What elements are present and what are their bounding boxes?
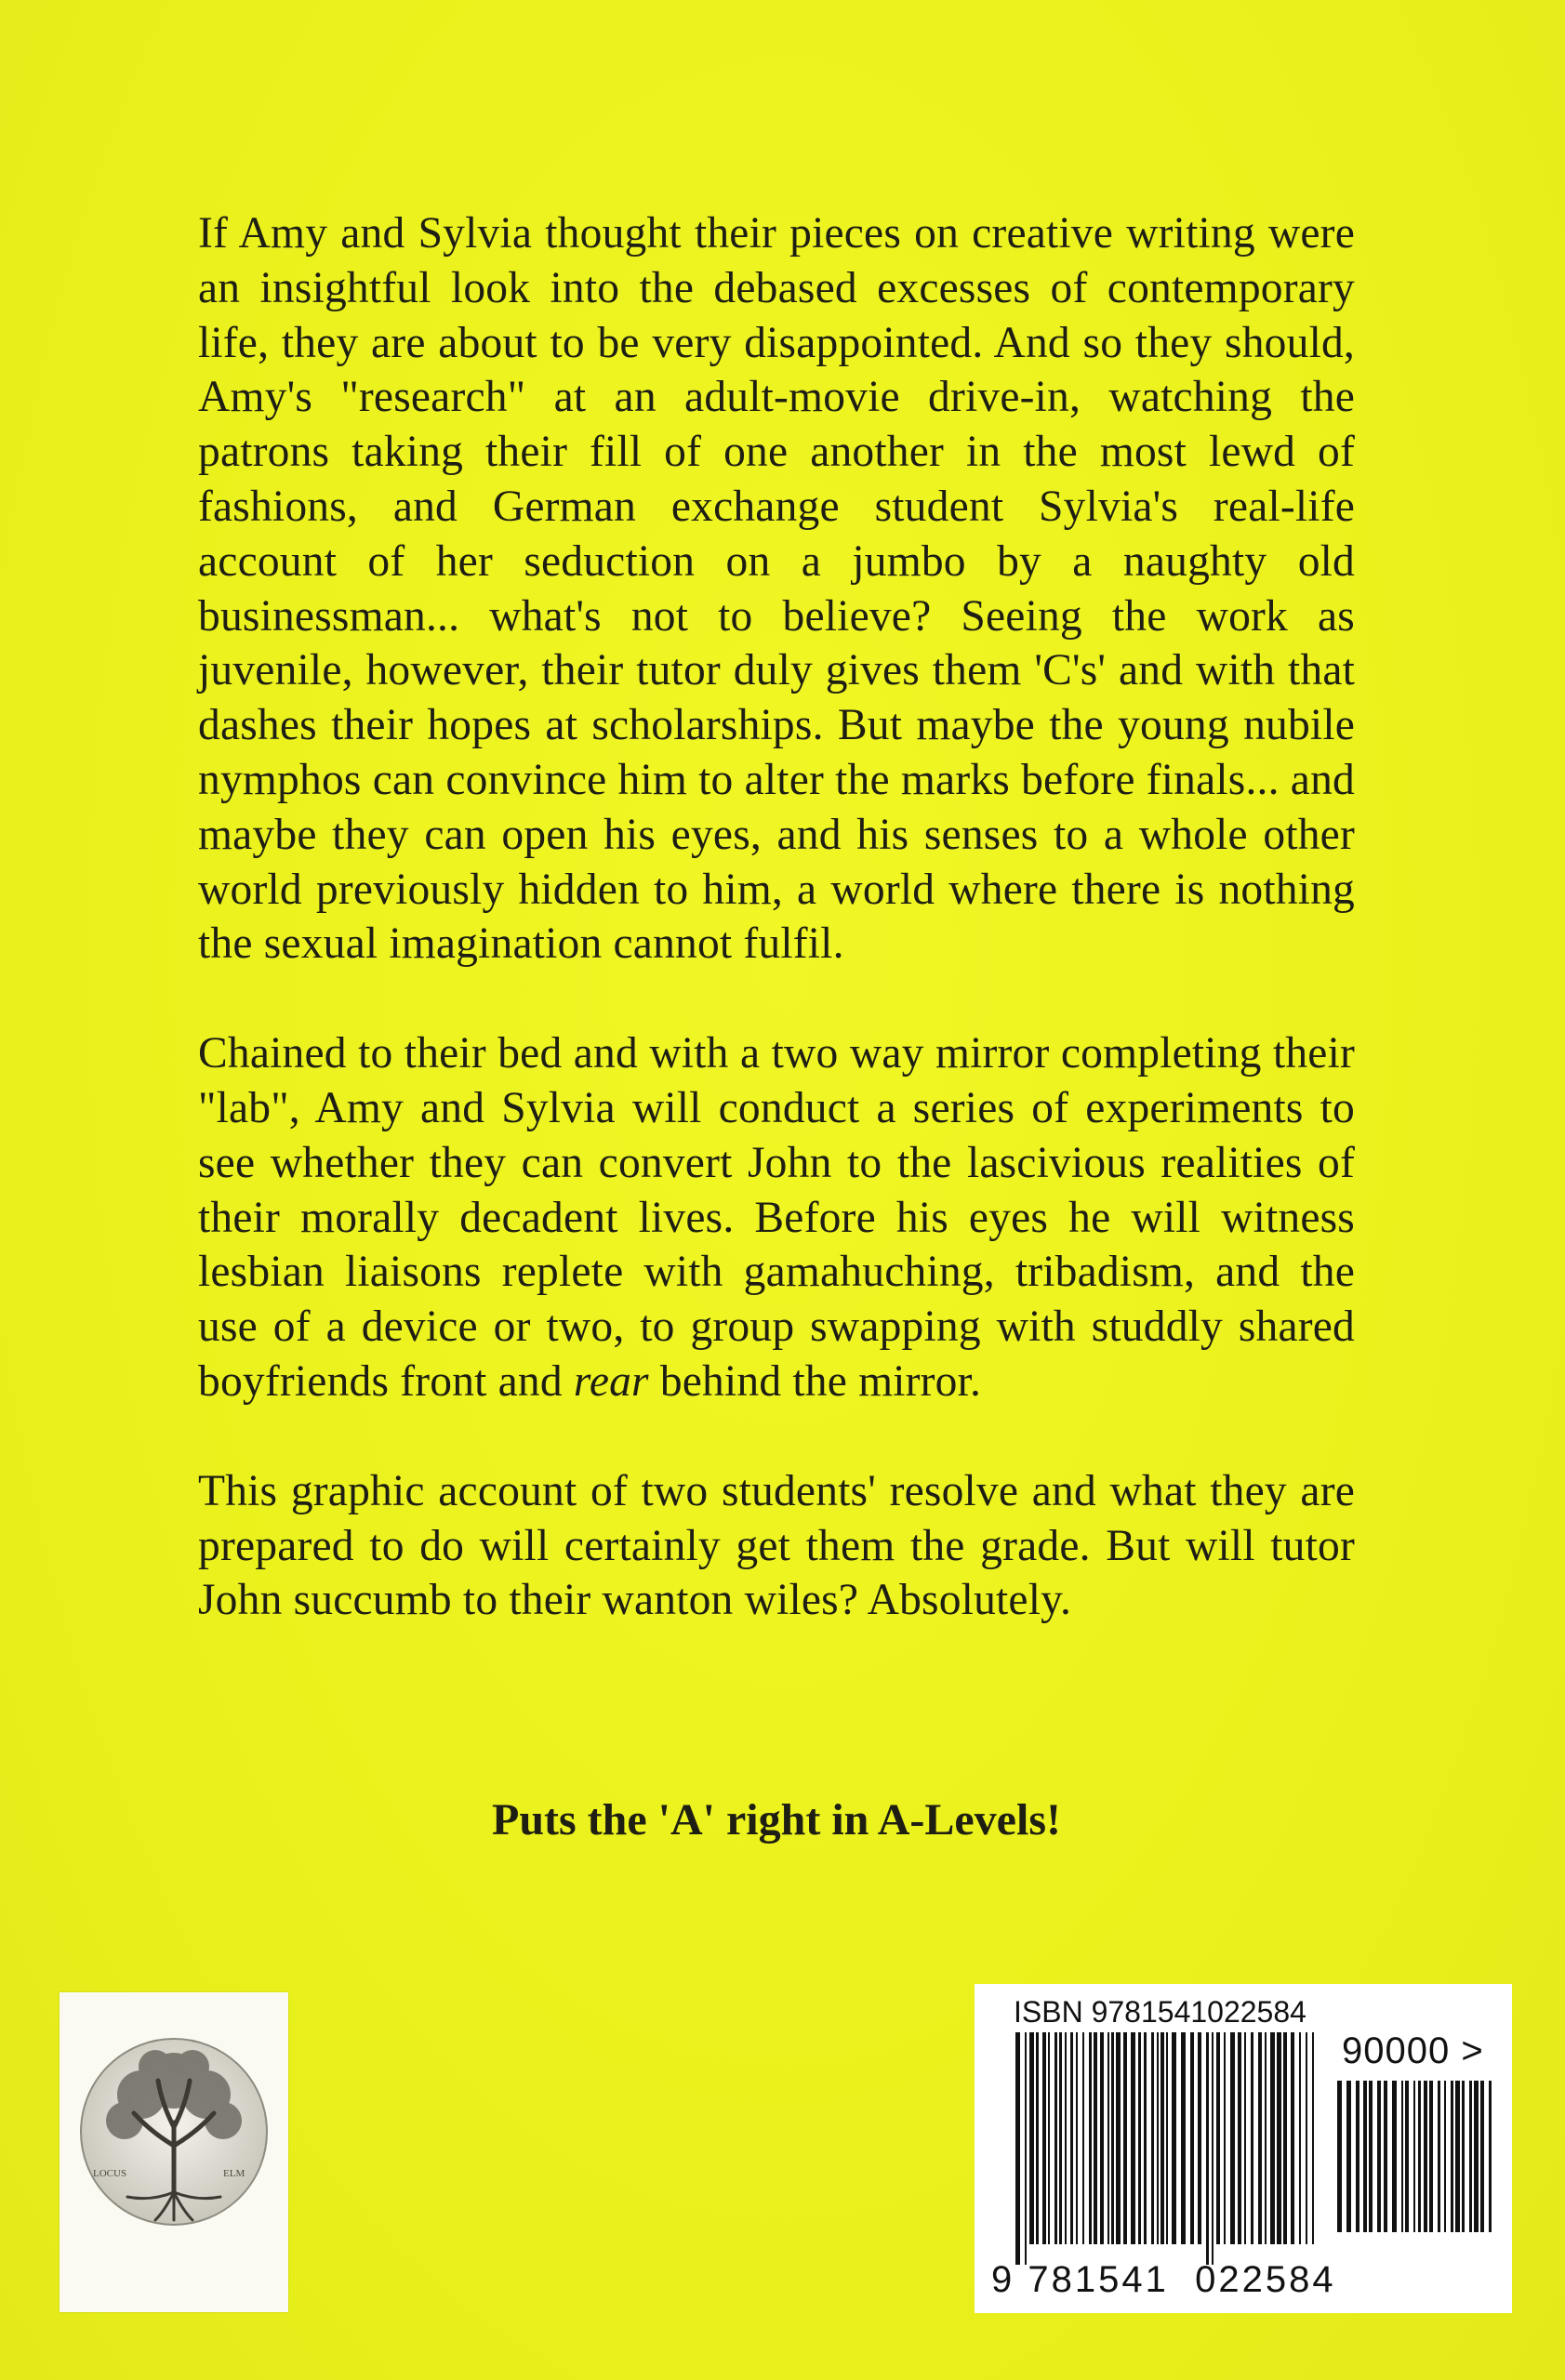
barcode-bar (1299, 2032, 1301, 2244)
barcode-bar (1224, 2032, 1226, 2244)
barcode-digits (991, 2259, 1336, 2301)
barcode-bar (1444, 2081, 1446, 2232)
barcode-bar (1291, 2032, 1294, 2244)
blurb-text (198, 206, 1355, 1628)
barcode-bar (1413, 2081, 1415, 2232)
isbn-barcode (975, 1984, 1512, 2313)
blurb-paragraph-2-main: Chained to their bed and with a two way mirror completing their "lab", Amy and Sylvia will conduct a series of experiments to see whether they can convert John to the lascivious realities of their morally decadent lives. Before his eyes he will witness lesbian liaisons replete with gamahuching, tribadism, and the use of a device or two, to group swapping with studdly shared boyfriends front and (198, 1029, 1355, 1406)
barcode-bar (1190, 2032, 1194, 2244)
barcode-bar (1405, 2081, 1409, 2232)
barcode-bars (1015, 2032, 1322, 2265)
barcode-bar (1144, 2032, 1147, 2244)
barcode-bar (1277, 2032, 1281, 2244)
barcode-bar (1172, 2032, 1176, 2244)
barcode-bar (1107, 2032, 1109, 2244)
barcode-bar (1100, 2032, 1104, 2244)
barcode-bar (1166, 2032, 1168, 2244)
barcode-bar (1377, 2081, 1381, 2232)
barcode-bar (1054, 2032, 1057, 2244)
barcode-bar (1111, 2032, 1114, 2244)
barcode-bar (1438, 2081, 1440, 2232)
barcode-digit-group-2: 022584 (1195, 2259, 1336, 2300)
isbn-label: ISBN 9781541022584 (1014, 1995, 1306, 2029)
barcode-bar (1283, 2032, 1287, 2244)
barcode-bar (1480, 2081, 1484, 2232)
barcode-bar (1131, 2032, 1135, 2244)
barcode-bar (1451, 2081, 1453, 2232)
barcode-bar (1094, 2032, 1097, 2244)
barcode-bar (1065, 2032, 1067, 2244)
barcode-bar (1076, 2032, 1078, 2244)
blurb-paragraph-2-end: behind the mirror. (648, 1356, 982, 1406)
barcode-bar (1429, 2081, 1433, 2232)
barcode-bar (1306, 2032, 1307, 2244)
barcode-bar (1337, 2081, 1342, 2232)
barcode-bar (1070, 2032, 1073, 2244)
logo-left-text: LOCUS (93, 2168, 127, 2179)
barcode-bar (1424, 2081, 1427, 2232)
barcode-bar (1206, 2032, 1209, 2265)
barcode-bar (1384, 2081, 1387, 2232)
barcode-bar (1455, 2081, 1460, 2232)
barcode-bar (1036, 2032, 1039, 2244)
addon-barcode-bars (1337, 2081, 1495, 2304)
barcode-bar (1160, 2032, 1164, 2244)
barcode-bar (1265, 2032, 1267, 2244)
barcode-bar (1418, 2081, 1421, 2232)
barcode-bar (1059, 2032, 1062, 2244)
barcode-bar (1270, 2032, 1275, 2244)
blurb-italic-word: rear (573, 1356, 649, 1406)
barcode-bar (1489, 2081, 1492, 2232)
barcode-bar (1216, 2032, 1220, 2244)
barcode-digit-group-1: 781541 (1028, 2259, 1169, 2300)
barcode-bar (1212, 2032, 1214, 2265)
barcode-bar (1123, 2032, 1127, 2244)
barcode-bar (1258, 2032, 1262, 2244)
tagline: Puts the 'A' right in A-Levels! (492, 1795, 1061, 1844)
barcode-bar (1369, 2081, 1373, 2232)
blurb-paragraph-2 (198, 1026, 1355, 1409)
logo-right-text: ELM (223, 2168, 245, 2179)
barcode-bar (1401, 2081, 1403, 2232)
blurb-paragraph-1: If Amy and Sylvia thought their pieces on creative writing were an insightful look into the debased excesses of contemporary life, they are about to be very disappointed. And so they should, Amy's "research" at an adult-movie drive-in, watching the patrons taking their fill of one another in the most lewd of fashions, and German exchange student Sylvia's real-life account of her seduction on a jumbo by a naughty old businessman... what's not to believe? Seeing the work as juvenile, however, their tutor duly gives them 'C's' and with that dashes their hopes at scholarships. But maybe the young nubile nymphos can convince him to alter the marks before finals... and maybe they can open his eyes, and his senses to a whole other world previously hidden to him, a world where there is nothing the sexual imagination cannot fulfil. (198, 209, 1355, 969)
barcode-bar (1042, 2032, 1046, 2244)
barcode-bar (1138, 2032, 1141, 2244)
barcode-bar (1392, 2081, 1397, 2232)
barcode-bar (1346, 2081, 1351, 2232)
price-code: 90000 > (1342, 2030, 1484, 2071)
barcode-bar (1029, 2032, 1034, 2244)
barcode-bar (1116, 2032, 1121, 2244)
barcode-bar (1089, 2032, 1092, 2244)
barcode-bar (1363, 2081, 1367, 2232)
barcode-digit-first: 9 (991, 2259, 1015, 2300)
barcode-bar (1312, 2032, 1314, 2244)
barcode-bar (1251, 2032, 1253, 2244)
barcode-bar (1181, 2032, 1186, 2244)
barcode-bar (1356, 2081, 1359, 2232)
barcode-bar (1469, 2081, 1472, 2232)
publisher-logo (60, 1992, 288, 2312)
blurb-paragraph-3: This graphic account of two students' resolve and what they are prepared to do will certainly get them the grade. But will tutor John succumb to their wanton wiles? Absolutely. (198, 1466, 1355, 1625)
barcode-bar (1474, 2081, 1479, 2232)
barcode-bar (1025, 2032, 1027, 2265)
barcode-bar (1015, 2032, 1020, 2265)
barcode-bar (1238, 2032, 1241, 2244)
tree-icon (76, 2030, 272, 2271)
barcode-bar (1230, 2032, 1235, 2244)
barcode-bar (1198, 2032, 1201, 2244)
barcode-bar (1082, 2032, 1084, 2244)
barcode-bar (1244, 2032, 1246, 2244)
barcode-bar (1151, 2032, 1154, 2244)
barcode-bar (1462, 2081, 1465, 2232)
barcode-bar (1048, 2032, 1050, 2244)
barcode-bar (1157, 2032, 1159, 2244)
